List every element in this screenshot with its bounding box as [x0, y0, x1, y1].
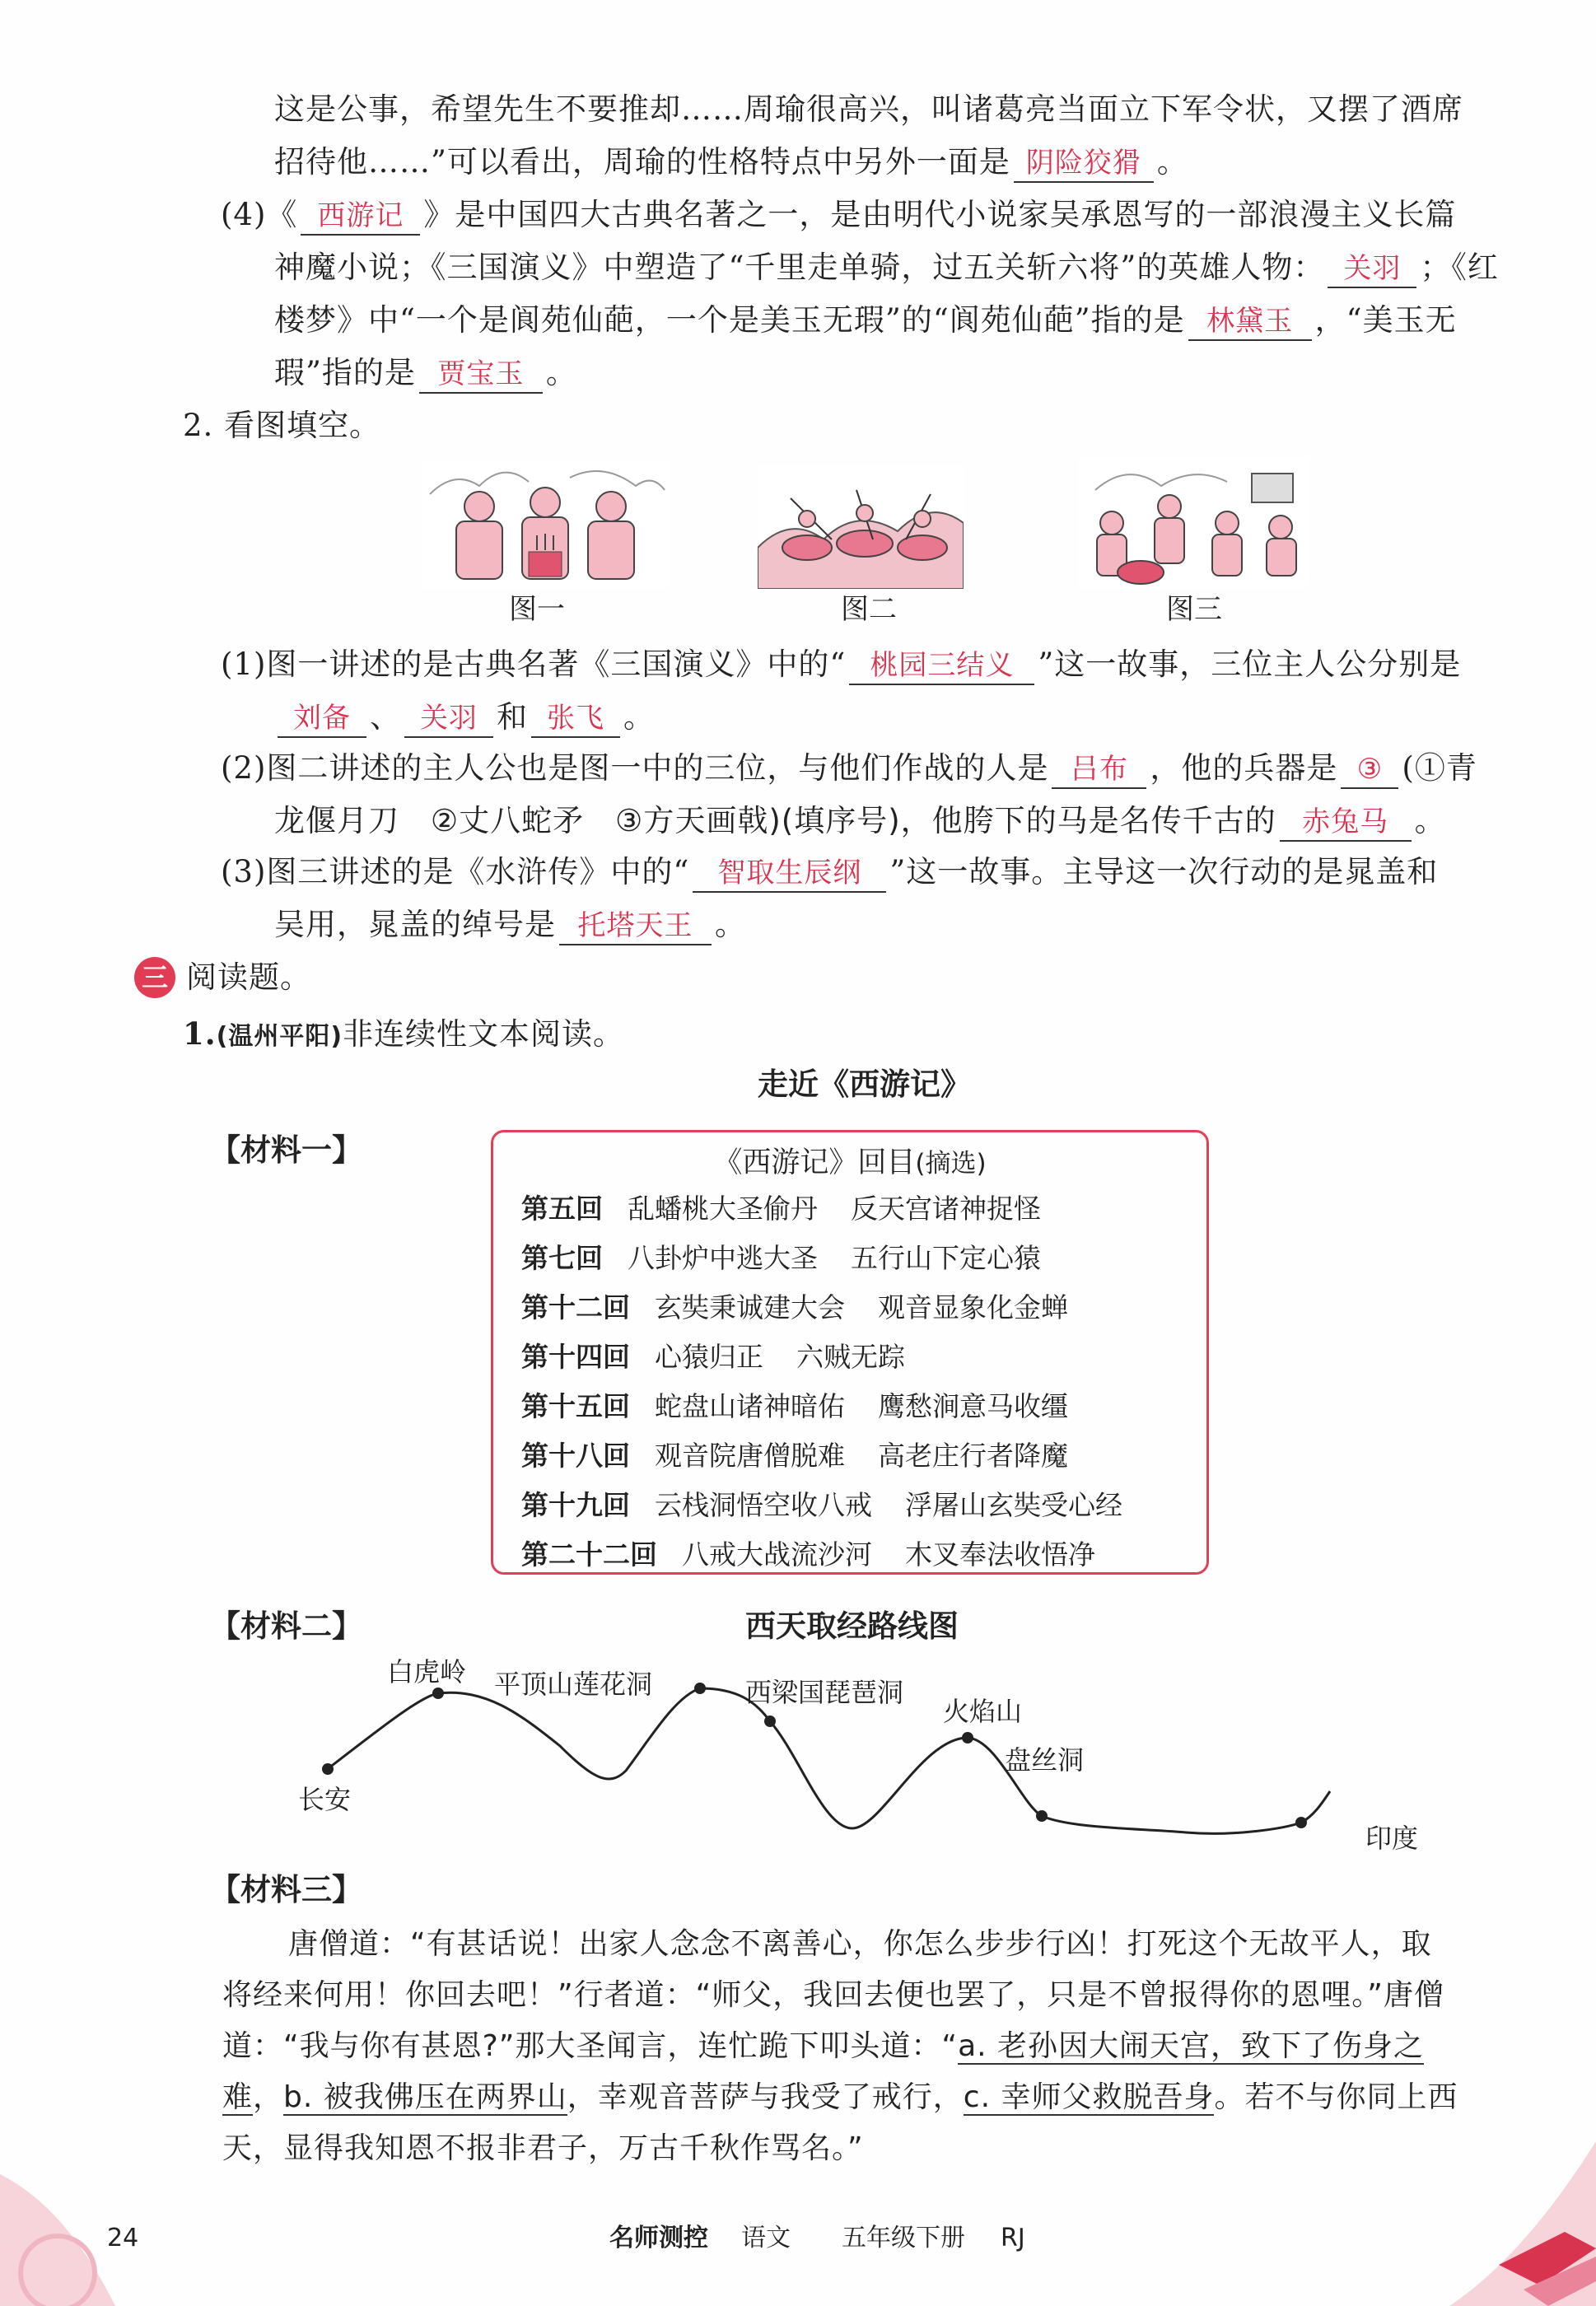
stop-dot-huoyanshan: [962, 1732, 973, 1744]
q-source: (温州平阳): [216, 1022, 343, 1051]
q2-p3-line2: [274, 904, 746, 945]
p4-text: ；《红: [1420, 250, 1499, 285]
route-label-pansidong: 盘丝洞: [1005, 1744, 1085, 1776]
m3-text: ，幸观音菩萨与我受了戒行，: [567, 2080, 964, 2114]
q2-text: 吴用，晁盖的绰号是: [274, 907, 556, 942]
stop-dot-xiliangguo: [764, 1715, 776, 1727]
chapter-title-a: 云栈洞悟空收八戒: [655, 1489, 872, 1521]
chapter-title-a: 观音院唐僧脱难: [655, 1440, 845, 1472]
chapter-title-a: 八戒大战流沙河: [682, 1538, 872, 1571]
answer-blank[interactable]: 关羽: [404, 700, 493, 738]
m3-line-5: 天，显得我知恩不报非君子，万古千秋作骂名。”: [222, 2131, 864, 2165]
q1-p4-line3: [274, 300, 1457, 341]
p4-text: 》是中国四大古典名著之一，是由明代小说家吴承恩写的一部浪漫主义长篇: [423, 197, 1457, 232]
q-number: 1.: [183, 1015, 217, 1052]
answer-blank[interactable]: 托塔天王: [559, 908, 712, 945]
q1-line-b-text: 招待他……”可以看出，周瑜的性格特点中另外一面是: [274, 144, 1010, 180]
footer-edition: RJ: [1001, 2224, 1025, 2252]
chapter-list-title: [493, 1144, 1206, 1183]
m3-underlined-a: a. 老孙因大闹天宫，致下了伤身之: [958, 2029, 1425, 2063]
q2-text: (1)图一讲述的是古典名著《三国演义》中的“: [221, 647, 847, 682]
q1-p4-line2: [274, 247, 1499, 288]
q2-text: ”这一故事。主导这一次行动的是晁盖和: [889, 854, 1439, 889]
chapter-row: [521, 1190, 1074, 1228]
q2-p2-line2: [274, 801, 1446, 842]
footer-subject: 语文: [741, 2224, 791, 2252]
footer-brand: 名师测控: [609, 2224, 708, 2252]
answer-blank[interactable]: 阴险狡猾: [1014, 145, 1154, 183]
q-instruction: 非连续性文本阅读。: [343, 1016, 625, 1052]
p4-text: 神魔小说；《三国演义》中塑造了“千里走单骑，过五关斩六将”的英雄人物：: [274, 250, 1325, 285]
chapter-row: [521, 1289, 1101, 1327]
q1-line-a: 这是公事，希望先生不要推却……周瑜很高兴，叫诸葛亮当面立下军令状，又摆了酒席: [274, 91, 1463, 127]
chapter-title-a: 乱蟠桃大圣偷丹: [628, 1193, 818, 1225]
q2-text: (2)图二讲述的主人公也是图一中的三位，与他们作战的人是: [221, 750, 1049, 786]
punct: 。: [623, 699, 655, 735]
route-map-title: 西天取经路线图: [745, 1608, 959, 1644]
footer-grade: 五年级下册: [842, 2224, 965, 2252]
answer-blank[interactable]: 桃园三结义: [849, 647, 1034, 685]
chapter-title-a: 玄奘秉诚建大会: [655, 1291, 845, 1323]
material-3-label: 【材料三】: [210, 1872, 362, 1907]
chapter-row: [521, 1338, 938, 1376]
chapter-title-b: 木叉奉法收悟净: [905, 1538, 1095, 1571]
q2-text: (3)图三讲述的是《水浒传》中的“: [221, 854, 690, 889]
q2-text: ”这一故事，三位主人公分别是: [1038, 647, 1462, 682]
chapter-number: 第十八回: [521, 1440, 630, 1472]
chapter-row: [521, 1487, 1155, 1524]
corner-decoration-right: [1400, 2141, 1596, 2306]
p4-text: 瑕”指的是: [274, 355, 416, 390]
chapter-row: [521, 1536, 1128, 1574]
answer-blank[interactable]: 张飞: [531, 700, 620, 738]
section-badge: 三: [134, 957, 175, 998]
page-number: 24: [107, 2224, 139, 2252]
figure-1-illustration: [422, 461, 669, 589]
m3-line-3: [222, 2026, 1424, 2067]
answer-blank[interactable]: 关羽: [1328, 250, 1416, 288]
q1-line-b: [274, 142, 1188, 183]
chapter-row: [521, 1388, 1101, 1426]
chapter-title-a: 心猿归正: [655, 1341, 763, 1373]
m3-text: 。若不与你同上西: [1214, 2080, 1458, 2114]
chapter-title-b: 五行山下定心猿: [851, 1242, 1041, 1274]
p4-text: 楼梦》中“一个是阆苑仙葩，一个是美玉无瑕”的“阆苑仙葩”指的是: [274, 302, 1185, 338]
answer-blank[interactable]: ③: [1341, 751, 1398, 789]
route-label-pingdingshan: 平顶山莲花洞: [494, 1669, 653, 1700]
q1-p4-line1: [221, 194, 1456, 236]
route-label-yindu: 印度: [1365, 1823, 1419, 1854]
route-label-baihuling: 白虎岭: [387, 1656, 467, 1687]
chapter-title-b: 六贼无踪: [796, 1341, 905, 1373]
m3-line-1: 唐僧道：“有甚话说！出家人念念不离善心，你怎么步步行凶！打死这个无故平人，取: [288, 1927, 1432, 1961]
punct: ，: [253, 2080, 284, 2114]
chapter-list-box: [491, 1130, 1209, 1575]
m3-line-2: 将经来何用！你回去吧！”行者道：“师父，我回去便也罢了，只是不曾报得你的恩哩。”唐僧: [222, 1978, 1444, 2012]
route-label-huoyanshan: 火焰山: [943, 1696, 1023, 1727]
q2-text: 龙偃月刀 ②丈八蛇矛 ③方天画戟)(填序号)，他胯下的马是名传千古的: [274, 803, 1276, 838]
stop-dot-baihuling: [432, 1687, 444, 1699]
reading-q1-heading: [183, 1013, 624, 1057]
figure-2-illustration: [758, 465, 964, 589]
route-label-changan: 长安: [298, 1784, 352, 1815]
figure-1-caption: 图一: [509, 593, 565, 626]
answer-blank[interactable]: 吕布: [1052, 751, 1146, 789]
m3-underlined-a-end: 难: [222, 2080, 254, 2114]
m3-underlined-c: c. 幸师父救脱吾身: [963, 2080, 1215, 2114]
q1-p4-line4: [274, 352, 577, 394]
answer-blank[interactable]: 刘备: [278, 700, 366, 738]
route-label-xiliangguo: 西梁国琵琶洞: [745, 1677, 904, 1708]
chapter-title-a: 八卦炉中逃大圣: [628, 1242, 818, 1274]
stop-dot-pansidong: [1036, 1810, 1048, 1822]
stop-dot-pingdingshan: [694, 1683, 706, 1694]
punct: 。: [715, 907, 746, 942]
answer-blank[interactable]: 智取生辰纲: [693, 855, 886, 893]
punct: 。: [545, 355, 577, 390]
punct: 。: [1156, 144, 1188, 180]
chapter-number: 第十二回: [521, 1291, 630, 1323]
chapter-number: 第十九回: [521, 1489, 630, 1521]
chapter-number: 第七回: [521, 1242, 603, 1274]
p4-text: ，“美玉无: [1314, 302, 1457, 338]
punct: 、: [370, 699, 401, 735]
q2-p2-line1: [221, 748, 1477, 789]
m3-text: 道：“我与你有甚恩?”那大圣闻言，连忙跪下叩头道：“: [222, 2029, 959, 2063]
answer-blank[interactable]: 林黛玉: [1188, 303, 1312, 341]
chapter-number: 第十五回: [521, 1390, 630, 1422]
q2-p1-line1: [221, 644, 1461, 685]
answer-blank[interactable]: 贾宝玉: [419, 356, 543, 394]
chapter-number: 第五回: [521, 1193, 603, 1225]
chapter-title-b: 观音显象化金蝉: [878, 1291, 1068, 1323]
chapter-number: 第十四回: [521, 1341, 630, 1373]
p4-label: (4)《: [221, 197, 298, 232]
material-2-label: 【材料二】: [210, 1608, 362, 1644]
stop-dot-changan: [322, 1763, 334, 1775]
chapter-title-b: 高老庄行者降魔: [878, 1440, 1068, 1472]
box-title-sub: (摘选): [915, 1149, 987, 1179]
figure-2-caption: 图二: [841, 593, 897, 626]
answer-blank[interactable]: 西游记: [301, 198, 420, 236]
figure-3-illustration: [1079, 457, 1309, 589]
chapter-title-b: 鹰愁涧意马收缰: [878, 1390, 1068, 1422]
chapter-title-a: 蛇盘山诸神暗佑: [655, 1390, 845, 1422]
answer-blank[interactable]: 赤兔马: [1280, 804, 1412, 842]
chapter-title-b: 浮屠山玄奘受心经: [905, 1489, 1122, 1521]
figure-3-caption: 图三: [1166, 593, 1222, 626]
material-1-label: 【材料一】: [210, 1132, 362, 1168]
chapter-row: [521, 1437, 1101, 1475]
chapter-row: [521, 1239, 1074, 1277]
m3-underlined-b: b. 被我佛压在两界山: [283, 2080, 567, 2114]
box-title-main: 《西游记》回目: [713, 1146, 916, 1179]
stop-dot-yindu: [1295, 1817, 1307, 1828]
q2-p3-line1: [221, 852, 1438, 893]
q2-text: 和: [497, 699, 528, 735]
q2-title: 2. 看图填空。: [183, 408, 381, 443]
q2-text: (①青: [1402, 750, 1477, 786]
m3-line-4: [222, 2077, 1458, 2118]
q2-text: ，他的兵器是: [1150, 750, 1338, 786]
section-title: 阅读题。: [186, 959, 311, 995]
chapter-title-b: 反天宫诸神捉怪: [851, 1193, 1041, 1225]
punct: 。: [1414, 803, 1446, 838]
q2-p1-line2: [274, 697, 655, 738]
chapter-number: 第二十二回: [521, 1538, 657, 1571]
reading-main-title: 走近《西游记》: [758, 1067, 971, 1102]
